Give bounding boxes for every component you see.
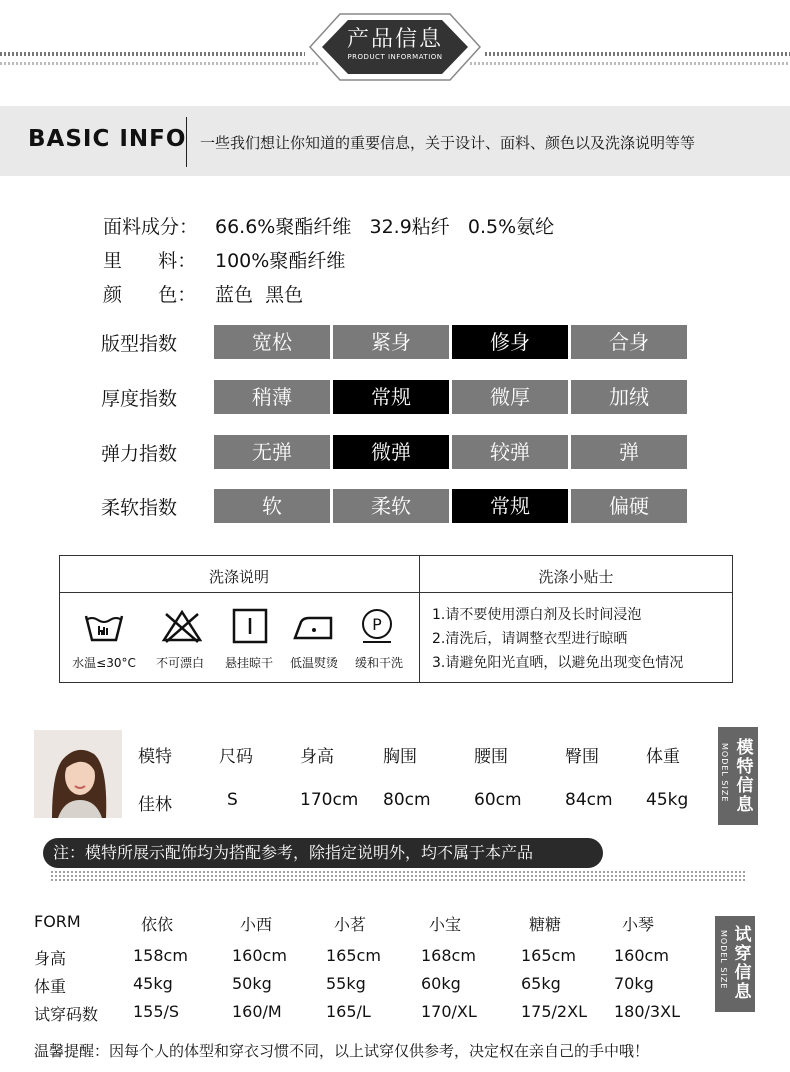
index-option: 宽松: [214, 325, 330, 359]
fit-row-label: 身高: [34, 949, 67, 968]
fit-cell: 180/3XL: [614, 1002, 680, 1021]
model-value-cell: 80cm: [383, 790, 431, 810]
lining-value: 100%聚酯纤维: [215, 250, 346, 272]
model-header-cell: 尺码: [219, 747, 253, 767]
fit-cell: 165cm: [521, 946, 576, 965]
wash-tips-heading: 洗涤小贴士: [538, 568, 614, 586]
model-info-tag: [718, 727, 758, 825]
model-info-tag-main: 模特信息: [736, 738, 754, 815]
index-label: 柔软指数: [101, 497, 178, 519]
model-value-cell: 佳林: [138, 795, 172, 815]
no-bleach-caption: 不可漂白: [155, 656, 204, 670]
dry-clean-p-icon: [355, 608, 399, 644]
lining-row: [103, 246, 345, 273]
model-value-cell: 170cm: [300, 790, 359, 810]
color-value: 蓝色 黑色: [215, 284, 304, 306]
fit-header-cell: 糖糖: [529, 915, 562, 934]
index-option-selected: 常规: [452, 489, 568, 523]
fit-info-tag: [715, 916, 755, 1012]
index-option: 柔软: [333, 489, 449, 523]
fit-header-cell: 依依: [141, 915, 174, 934]
index-label: 弹力指数: [101, 443, 178, 465]
model-avatar: [34, 730, 122, 818]
fit-cell: 50kg: [232, 974, 272, 993]
index-option: 无弹: [214, 435, 330, 469]
index-option: 微厚: [452, 380, 568, 414]
accessory-note: 注：模特所展示配饰均为搭配参考，除指定说明外，均不属于本产品: [43, 838, 603, 868]
hang-dry-caption: 悬挂晾干: [224, 656, 273, 670]
model-header-cell: 臀围: [565, 747, 599, 767]
dry-clean-caption: 缓和干洗: [354, 656, 403, 670]
fit-header-cell: 小宝: [429, 915, 462, 934]
model-header-cell: 腰围: [474, 747, 508, 767]
header-title: 产品信息: [346, 27, 443, 52]
index-option: 加绒: [571, 380, 687, 414]
wash-temp-caption: 水温≤30°C: [72, 656, 136, 670]
model-header-cell: 身高: [300, 747, 334, 767]
fabric-label: 面料成分：: [103, 216, 199, 238]
index-option-selected: 微弹: [333, 435, 449, 469]
iron-low-icon: [291, 608, 335, 644]
hang-dry-icon: [228, 608, 272, 644]
index-option: 软: [214, 489, 330, 523]
index-option: 弹: [571, 435, 687, 469]
model-info-tag-sub: MODEL SIZE: [720, 743, 729, 803]
model-value-cell: 60cm: [474, 790, 522, 810]
wash-table-header-rule: [59, 592, 733, 593]
wash-tub-icon: [82, 608, 126, 644]
model-value-cell: 84cm: [565, 790, 613, 810]
header-rule-right-2: [470, 62, 790, 65]
fit-row-label: 体重: [34, 977, 67, 996]
fit-cell: 175/2XL: [521, 1002, 587, 1021]
fit-cell: 158cm: [133, 946, 188, 965]
index-option: 偏硬: [571, 489, 687, 523]
index-label: 版型指数: [101, 333, 178, 355]
model-header-cell: 体重: [646, 747, 680, 767]
model-value-cell: S: [227, 790, 238, 810]
basic-info-divider: [186, 117, 187, 167]
model-header-cell: 胸围: [383, 747, 417, 767]
fit-header-cell: FORM: [34, 912, 81, 931]
fit-cell: 55kg: [326, 974, 366, 993]
fit-info-tag-sub: MODEL SIZE: [719, 930, 728, 990]
color-label: 颜 色：: [103, 284, 197, 306]
wash-tip: 3.请避免阳光直晒，以避免出现变色情况: [432, 655, 684, 671]
wash-tip: 2.清洗后，请调整衣型进行晾晒: [432, 631, 628, 647]
fit-cell: 160/M: [232, 1002, 282, 1021]
iron-low-caption: 低温熨烫: [289, 656, 338, 670]
header-rule-right: [485, 52, 790, 56]
fit-cell: 65kg: [521, 974, 561, 993]
fabric-row: [103, 212, 554, 239]
basic-info-desc: 一些我们想让你知道的重要信息，关于设计、面料、颜色以及洗涤说明等等: [200, 134, 696, 152]
warm-tip: 温馨提醒：因每个人的体型和穿衣习惯不同，以上试穿仅供参考，决定权在亲自己的手中哦！: [34, 1042, 650, 1060]
fabric-value: 66.6%聚酯纤维 32.9粘纤 0.5%氨纶: [215, 216, 555, 238]
fit-cell: 165cm: [326, 946, 381, 965]
header-rule-left: [0, 52, 305, 56]
index-option: 较弹: [452, 435, 568, 469]
fit-cell: 168cm: [421, 946, 476, 965]
fit-header-cell: 小琴: [622, 915, 655, 934]
wash-tip: 1.请不要使用漂白剂及长时间浸泡: [432, 607, 642, 623]
fit-cell: 160cm: [232, 946, 287, 965]
header-rule-left-2: [0, 62, 320, 65]
fit-cell: 155/S: [133, 1002, 180, 1021]
model-value-cell: 45kg: [646, 790, 689, 810]
fit-cell: 45kg: [133, 974, 173, 993]
fit-cell: 160cm: [614, 946, 669, 965]
fit-cell: 70kg: [614, 974, 654, 993]
color-row: [103, 280, 303, 307]
fit-info-tag-main: 试穿信息: [734, 925, 752, 1002]
index-option-selected: 常规: [333, 380, 449, 414]
fit-header-cell: 小西: [240, 915, 273, 934]
dotted-divider: [50, 870, 747, 882]
index-option: 紧身: [333, 325, 449, 359]
fit-cell: 165/L: [326, 1002, 371, 1021]
basic-info-title: BASIC INFO: [28, 126, 187, 152]
index-option: 合身: [571, 325, 687, 359]
fit-cell: 60kg: [421, 974, 461, 993]
no-bleach-icon: [160, 608, 204, 644]
index-option: 稍薄: [214, 380, 330, 414]
model-header-cell: 模特: [138, 747, 172, 767]
index-label: 厚度指数: [101, 388, 178, 410]
index-option-selected: 修身: [452, 325, 568, 359]
fit-row-label: 试穿码数: [34, 1005, 99, 1024]
fit-cell: 170/XL: [421, 1002, 477, 1021]
lining-label: 里 料：: [103, 250, 197, 272]
svg-text:P: P: [372, 615, 382, 634]
wash-instructions-heading: 洗涤说明: [208, 568, 269, 586]
fit-header-cell: 小茗: [334, 915, 367, 934]
header-subtitle: PRODUCT INFORMATION: [347, 53, 443, 61]
